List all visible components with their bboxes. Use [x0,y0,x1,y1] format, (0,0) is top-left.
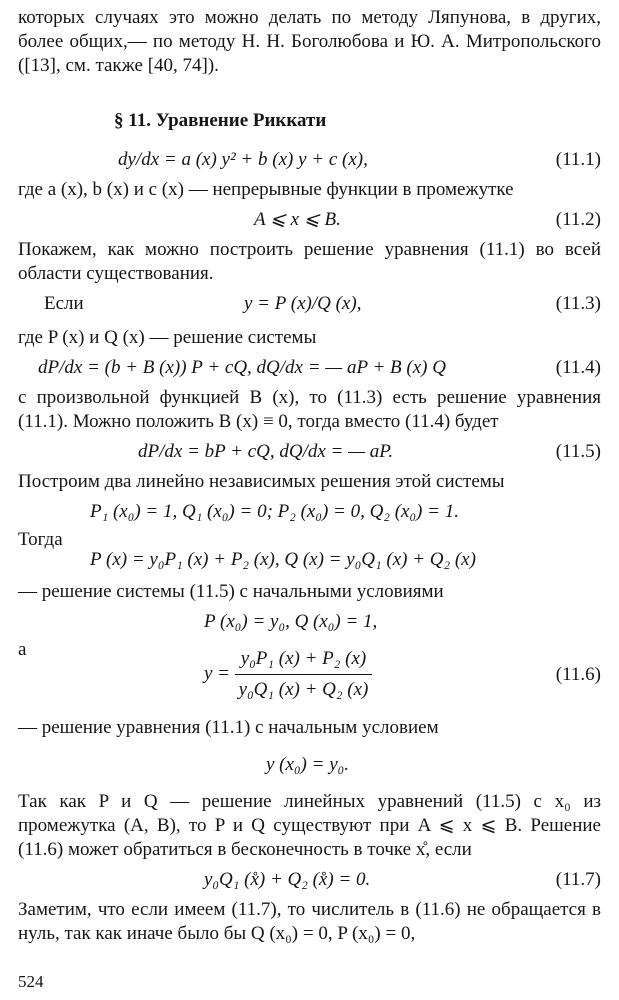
equation-11-2-formula: A ⩽ x ⩽ B. [254,209,341,230]
equation-y0 [18,740,601,790]
paragraph-note: Заметим, что если имеем (11.7), то числитель в (11.6) не обращается в нуль, так как иначе было бы Q (x₀) = 0, P (x₀) = 0, [18,899,601,944]
equation-11-2-number: (11.2) [555,209,601,230]
equation-initial-formula: P₁ (x₀) = 1, Q₁ (x₀) = 0; P₂ (x₀) = 0, Q₂ (x₀) = 1. [90,501,459,522]
lead-then: Тогда [18,529,63,550]
equation-11-5 [18,434,601,470]
equation-11-2 [18,202,601,238]
equation-pq-formula: P (x) = y₀P₁ (x) + P₂ (x), Q (x) = y₀Q₁ (x) + Q₂ (x) [90,549,476,570]
equation-11-4-formula: dP/dx = (b + B (x)) P + cQ, dQ/dx = — aP + B (x) Q [38,357,446,378]
equation-initial [18,494,601,530]
equation-11-4 [18,350,601,386]
equation-11-6-formula [204,646,372,703]
lead-a: а [18,639,27,660]
equation-11-6-fraction [235,646,372,703]
equation-pq [18,530,601,576]
equation-11-3-number: (11.3) [555,293,601,314]
equation-11-1-number: (11.1) [555,149,601,170]
paragraph-since: Так как P и Q — решение линейных уравнений (11.5) с x₀ из промежутка (A, B), то P и Q существуют при A ⩽ x ⩽ B. Решение (11.6) может обратиться в бесконечность в точке x̊, если [18,791,601,860]
equation-11-5-formula: dP/dx = bP + cQ, dQ/dx = — aP. [138,441,394,462]
equation-11-7-number: (11.7) [555,869,601,890]
paragraph-top: которых случаях это можно делать по методу Ляпунова, в других, более общих,— по методу Н. Н. Боголюбова и Ю. А. Митропольского ([13], см. также [40, 74]). [18,7,601,76]
equation-11-6-numerator: y₀P₁ (x) + P₂ (x) [235,646,372,675]
equation-11-6-number: (11.6) [555,664,601,685]
equation-11-4-number: (11.4) [555,357,601,378]
paragraph-where-1: где a (x), b (x) и c (x) — непрерывные функции в промежутке [18,179,514,200]
equation-pq0-formula: P (x₀) = y₀, Q (x₀) = 1, [204,611,378,632]
equation-11-6-denominator: y₀Q₁ (x) + Q₂ (x) [238,679,369,700]
paragraph-solution: — решение системы (11.5) с начальными условиями [18,581,444,602]
equation-11-5-number: (11.5) [555,441,601,462]
equation-11-1 [18,142,601,178]
paragraph-show: Покажем, как можно построить решение уравнения (11.1) во всей области существования. [18,239,601,284]
paragraph-arbitrary: с произвольной функцией B (x), то (11.3) есть решение уравнения (11.1). Можно положить B (x) ≡ 0, тогда вместо (11.4) будет [18,387,601,432]
equation-11-3-formula: y = P (x)/Q (x), [244,293,362,314]
equation-11-6-lhs: y = [204,662,231,684]
paragraph-where-2: где P (x) и Q (x) — решение системы [18,327,317,348]
equation-11-1-formula: dy/dx = a (x) y² + b (x) y + c (x), [118,149,368,170]
equation-11-3 [18,286,601,322]
paragraph-solution-2: — решение уравнения (11.1) с начальным условием [18,717,439,738]
equation-11-7 [18,862,601,898]
equation-pq0 [18,604,601,640]
section-heading: § 11. Уравнение Риккати [114,110,327,131]
page-number: 524 [18,972,44,991]
paragraph-build: Построим два линейно независимых решения этой системы [18,471,505,492]
lead-if: Если [44,293,84,314]
equation-y0-formula: y (x₀) = y₀. [266,754,349,775]
equation-11-7-formula: y₀Q₁ (x̊) + Q₂ (x̊) = 0. [204,869,371,890]
book-page [18,6,601,946]
equation-11-6 [18,640,601,710]
